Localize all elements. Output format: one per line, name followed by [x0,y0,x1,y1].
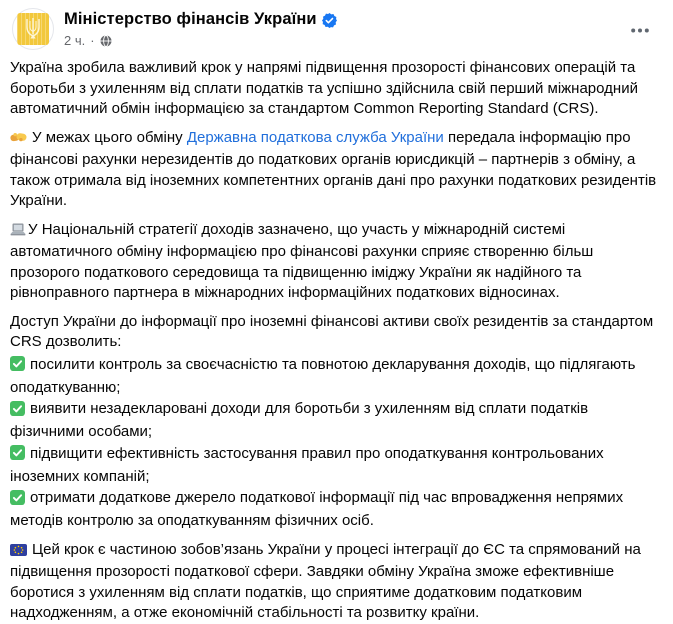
list-item-text: отримати додаткове джерело податкової інформації під час впровадження непрямих методів контролю за оподаткуванням фізичних осіб. [10,489,624,529]
header-text [64,8,659,48]
paragraph-exchange-suffix: передала інформацію про фінансові рахунки нерезидентів до податкових органів юрисдикцій – партнерів з обміну, а також отримала від іноземних компетентних органів дані про рахунки податкових резидентів України. [10,128,657,209]
paragraph-access-text: Доступ України до інформації про іноземні фінансові активи своїх резидентів за стандартом CRS дозволить: [10,312,654,350]
paragraph-intro-text: Україна зробила важливий крок у напрямі підвищення прозорості фінансових операцій та боротьби з ухиленням від сплати податків та успішно здійснила свій перший міжнародний автоматичний обмін інформацією за стандартом Common Reporting Standard (CRS). [10,59,638,117]
list-item [10,355,659,399]
post-meta [64,33,659,48]
green-check-icon [10,356,25,378]
paragraph-access [10,312,659,353]
eu-flag-icon [10,542,27,563]
trident-icon [23,17,43,41]
paragraph-strategy [10,220,659,304]
list-item [10,488,659,532]
list-item-text: підвищити ефективність застосування правил про оподаткування контрольованих іноземних компаній; [10,444,604,485]
list-item-text: посилити контроль за своєчасністю та повнотою декларування доходів, що підлягають оподаткуванню; [10,355,636,396]
tax-service-link[interactable]: Державна податкова служба України [186,128,444,146]
globe-icon [100,35,112,47]
list-item [10,399,659,443]
more-options-button[interactable] [627,16,653,42]
post-header [0,0,673,52]
paragraph-exchange [10,128,659,212]
ministry-logo [17,13,49,45]
paragraph-eu [10,540,659,624]
page-name[interactable]: Міністерство фінансів України [64,10,317,28]
list-item-text: виявити незадекларовані доходи для боротьби з ухиленням від сплати податків фізичними особами; [10,400,589,440]
ellipsis-icon [631,28,649,33]
meta-separator: · [90,33,95,48]
green-check-icon [10,490,25,512]
post-body [0,52,673,624]
paragraph-intro [10,58,659,120]
page-avatar[interactable] [12,8,54,50]
paragraph-strategy-text: У Національній стратегії доходів зазначено, що участь у міжнародній системі автоматичного обміну інформацією про фінансові рахунки сприяє створенню більш прозорого податкового середовища та підвищенню іміджу України як надійного та рівноправного партнера в міжнародних інформаційних податкових відносинах. [10,220,594,301]
paragraph-eu-text: Цей крок є частиною зобов’язань України у процесі інтеграції до ЄС та спрямований на підвищення прозорості податкової сфери. Завдяки обміну Україна зможе ефективніше боротися з ухиленням від сплати податків, що сприятиме додатковим податковим надходженням, а отже економічній стабільності та розвитку країни. [10,540,641,621]
paragraph-exchange-prefix: У межах цього обміну [32,128,187,146]
green-check-icon [10,445,25,467]
verified-badge-icon [322,13,337,28]
handshake-icon [10,130,27,151]
green-check-icon [10,401,25,423]
laptop-icon [10,222,26,243]
list-item [10,444,659,488]
post-timestamp[interactable]: 2 ч. [64,33,86,48]
